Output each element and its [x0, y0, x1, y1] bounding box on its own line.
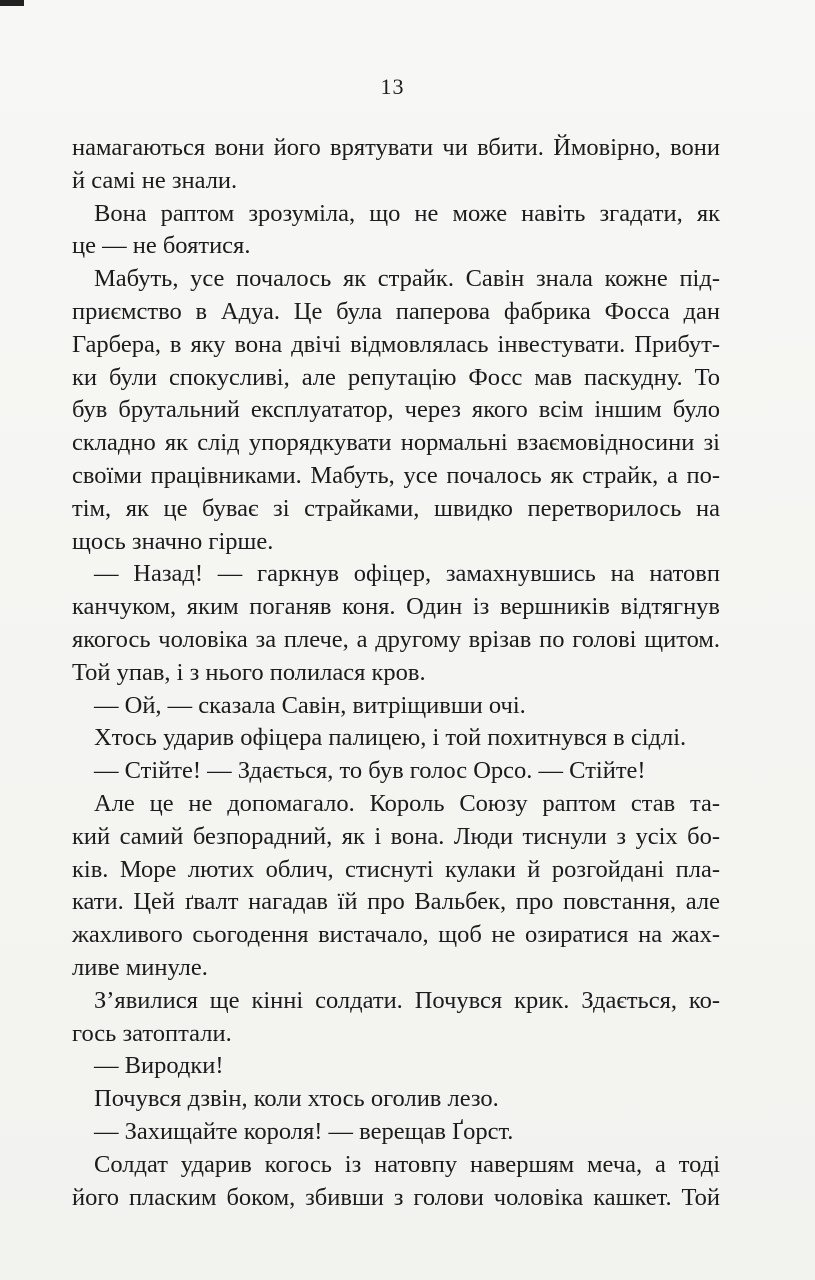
text-line: тім, як це буває зі страйками, швидко перетворилось на [72, 494, 720, 522]
text-line: його пласким боком, збивши з голови чоловіка кашкет. Той [72, 1183, 720, 1211]
text-line: Але це не допомагало. Король Союзу раптом став та- [94, 789, 720, 817]
text-line: Хтось ударив офіцера палицею, і той похитнувся в сідлі. [94, 724, 687, 752]
scan-corner-mark [0, 0, 24, 6]
text-line: канчуком, яким поганяв коня. Один із вершників відтягнув [72, 593, 720, 621]
text-line: своїми працівниками. Мабуть, усе почалось як страйк, а по- [72, 461, 720, 489]
text-line: Той упав, і з нього полилася кров. [72, 658, 426, 686]
text-line: — Стійте! — Здається, то був голос Орсо. — Стійте! [94, 757, 646, 785]
page-number: 13 [380, 74, 405, 99]
text-line: ливе минуле. [72, 953, 208, 981]
text-line: щось значно гірше. [72, 527, 274, 555]
text-line: Солдат ударив когось із натовпу навершям меча, а тоді [94, 1150, 720, 1178]
text-line: був брутальний експлуататор, через якого всім іншим було [72, 396, 720, 424]
text-line: — Захищайте короля! — верещав Ґорст. [94, 1117, 514, 1145]
text-line: З’явилися ще кінні солдати. Почувся крик. Здається, ко- [94, 986, 720, 1014]
body-text [72, 132, 720, 1214]
text-line: Почувся дзвін, коли хтось оголив лезо. [94, 1085, 499, 1113]
text-line: складно як слід упорядкувати нормальні взаємовідносини зі [72, 429, 720, 457]
text-line: Гарбера, в яку вона двічі відмовлялась інвестувати. Прибут- [72, 330, 720, 358]
text-line: — Назад! — гаркнув офіцер, замахнувшись на натовп [94, 560, 720, 588]
text-line: приємство в Адуа. Це була паперова фабрика Фосса дан [72, 297, 720, 325]
text-line: намагаються вони його врятувати чи вбити. Ймовірно, вони [72, 134, 720, 161]
text-line: й самі не знали. [72, 166, 238, 194]
text-line: жахливого сьогодення вистачало, щоб не озиратися на жах- [72, 921, 720, 949]
text-line: гось затоптали. [72, 1019, 232, 1047]
text-line: Вона раптом зрозуміла, що не може навіть згадати, як [94, 199, 720, 227]
text-line: — Ой, — сказала Савін, витріщивши очі. [94, 691, 526, 719]
text-line: кати. Цей ґвалт нагадав їй про Вальбек, про повстання, але [72, 888, 720, 916]
text-line: кий самий безпорадний, як і вона. Люди тиснули з усіх бо- [72, 822, 720, 850]
text-line: — Виродки! [94, 1052, 224, 1080]
text-line: це — не боятися. [72, 232, 251, 260]
text-line: ків. Море лютих облич, стиснуті кулаки й розгойдані пла- [72, 855, 720, 883]
text-line: ки були спокусливі, але репутацію Фосс мав паскудну. То [72, 363, 720, 391]
text-line: якогось чоловіка за плече, а другому врізав по голові щитом. [72, 625, 720, 653]
text-line: Мабуть, усе почалось як страйк. Савін знала кожне під- [94, 265, 720, 293]
